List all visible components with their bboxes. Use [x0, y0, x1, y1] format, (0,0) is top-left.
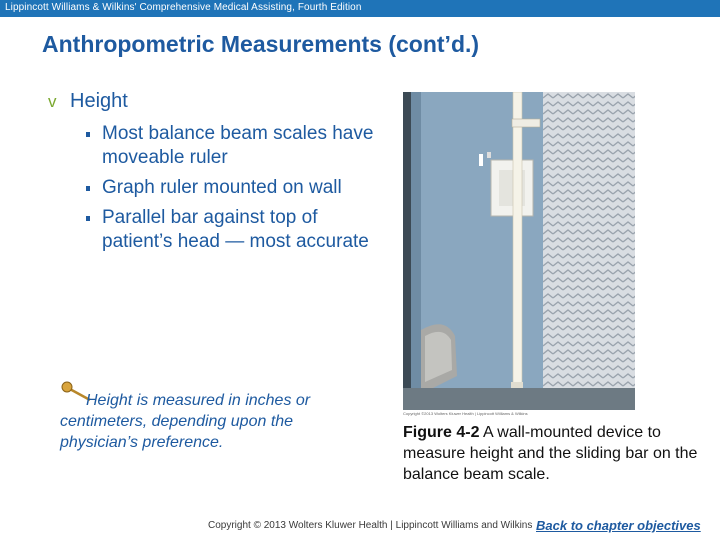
main-bullet-text: Height: [70, 90, 128, 112]
footer-copyright: Copyright © 2013 Wolters Kluwer Health | Lippincott Williams and Wilkins: [208, 520, 533, 531]
main-bullet: [48, 90, 128, 113]
height-device-photo: [403, 92, 635, 410]
sub-bullet: [76, 122, 386, 170]
sub-bullet-text: Most balance beam scales have moveable ruler: [102, 123, 374, 168]
figure-caption: [403, 422, 713, 485]
sub-bullet: [76, 206, 386, 254]
figure-caption-text: A wall-mounted device to measure height and the sliding bar on the balance beam scale.: [403, 424, 698, 483]
checkmark-v-icon: v: [48, 92, 57, 111]
slide-title: Anthropometric Measurements (cont’d.): [42, 31, 480, 57]
square-bullet-icon: [86, 216, 90, 221]
info-note: [60, 390, 360, 453]
top-banner: [0, 0, 720, 17]
info-note-text: Height is measured in inches or centimeters, depending upon the physician’s preference.: [60, 392, 311, 451]
sub-bullet-text: Parallel bar against top of patient’s head — most accurate: [102, 207, 369, 252]
figure-label: Figure 4-2: [403, 424, 480, 441]
square-bullet-icon: [86, 132, 90, 137]
square-bullet-icon: [86, 186, 90, 191]
back-to-objectives-link[interactable]: Back to chapter objectives: [536, 518, 701, 533]
sub-bullet: [76, 176, 386, 200]
sub-bullet-list: [76, 122, 386, 260]
book-title: Lippincott Williams & Wilkins' Comprehensive Medical Assisting, Fourth Edition: [5, 2, 362, 13]
photo-credit: Copyright ©2013 Wolters Kluwer Health | Lippincott Williams & Wilkins: [403, 411, 528, 416]
sub-bullet-text: Graph ruler mounted on wall: [102, 177, 342, 198]
